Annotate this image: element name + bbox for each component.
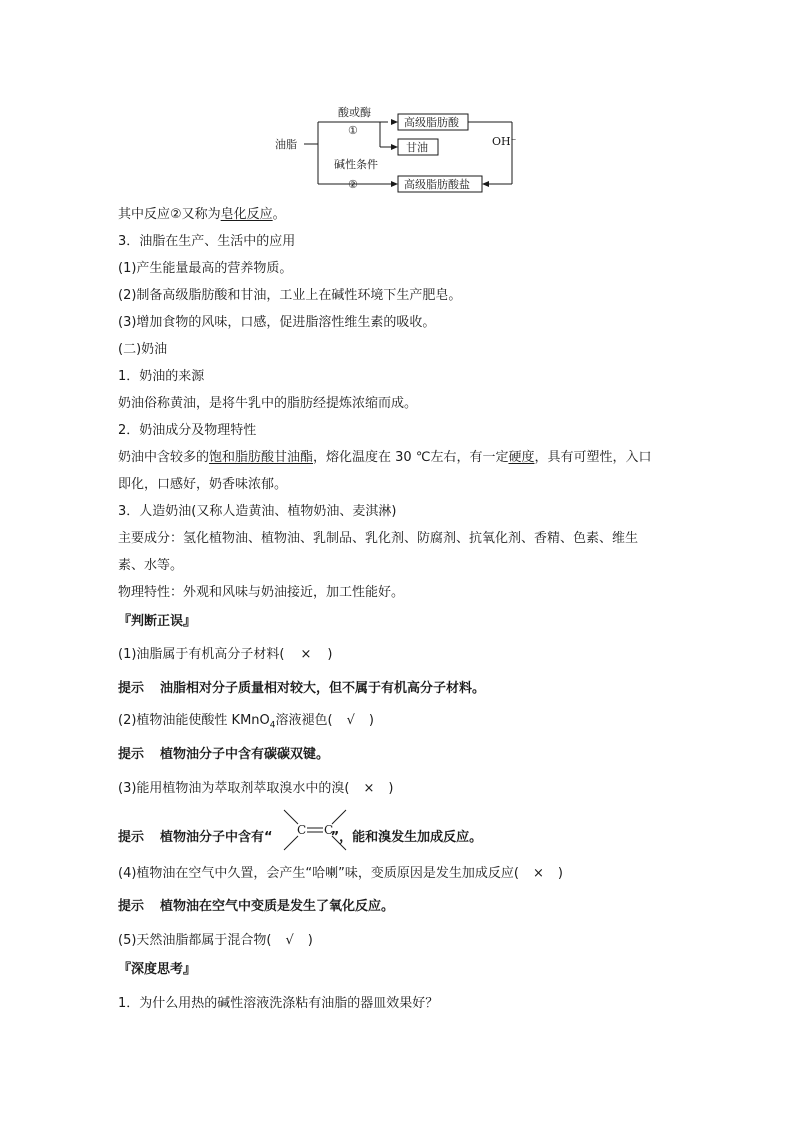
application-1: (1)产生能量最高的营养物质。 — [118, 261, 293, 276]
carbon-atom-right: C — [324, 823, 334, 837]
section-heading: 3．油脂在生产、生活中的应用 — [118, 234, 296, 249]
answer-mark: √ — [346, 713, 355, 728]
product-glycerol: 甘油 — [406, 141, 428, 154]
paragraph: 素、水等。 — [118, 558, 184, 573]
hint-4: 提示 植物油在空气中变质是发生了氧化反应。 — [118, 899, 395, 914]
application-3: (3)增加食物的风味，口感，促进脂溶性维生素的吸收。 — [118, 315, 436, 330]
deep-question-1: 1．为什么用热的碱性溶液洗涤粘有油脂的器皿效果好？ — [118, 996, 439, 1011]
reactant-label: 油脂 — [275, 138, 297, 151]
question-3: (3)能用植物油为萃取剂萃取溴水中的溴( × ) — [118, 779, 393, 799]
question-5: (5)天然油脂都属于混合物( √ ) — [118, 931, 313, 951]
question-2: (2)植物油能使酸性 KMnO$_4$溶液褪色( √ ) — [118, 713, 374, 731]
product-fatty-acid: 高级脂肪酸 — [404, 116, 459, 129]
subheading: 2．奶油成分及物理特性 — [118, 423, 257, 438]
corner-bracket-open-icon: 『 — [118, 614, 132, 629]
corner-bracket-open-icon: 『 — [118, 962, 132, 977]
subheading: 3．人造奶油(又称人造黄油、植物奶油、麦淇淋) — [118, 504, 397, 519]
paragraph: 主要成分：氢化植物油、植物油、乳制品、乳化剂、防腐剂、抗氧化剂、香精、色素、维生 — [118, 531, 639, 546]
hint-1: 提示 油脂相对分子质量相对较大，但不属于有机高分子材料。 — [118, 681, 486, 696]
section-heading: (二)奶油 — [118, 342, 168, 357]
subheading: 1．奶油的来源 — [118, 369, 205, 384]
hint-3: 提示 植物油分子中含有“ ”，能和溴发生加成反应。 — [118, 830, 483, 845]
product-fatty-acid-salt: 高级脂肪酸盐 — [404, 178, 470, 191]
answer-mark: × — [300, 647, 312, 662]
answer-mark: × — [532, 866, 544, 881]
question-4: (4)植物油在空气中久置，会产生“哈喇”味，变质原因是发生加成反应( × ) — [118, 864, 563, 884]
carbon-atom-left: C — [297, 823, 307, 837]
hint-2: 提示 植物油分子中含有碳碳双键。 — [118, 747, 330, 762]
paragraph: 物理特性：外观和风味与奶油接近，加工性能好。 — [118, 585, 405, 600]
hydrolysis-diagram — [260, 96, 530, 196]
condition-base-label: 碱性条件 — [334, 158, 378, 171]
reaction-2-label: ② — [348, 178, 358, 191]
reaction-1-label: ① — [348, 124, 358, 137]
deep-thinking-title: 『深度思考』 — [118, 962, 197, 977]
application-2: (2)制备高级脂肪酸和甘油，工业上在碱性环境下生产肥皂。 — [118, 288, 462, 303]
question-1: (1)油脂属于有机高分子材料( × ) — [118, 645, 332, 665]
corner-bracket-close-icon: 』 — [183, 614, 197, 629]
saponification-note: 其中反应②又称为皂化反应。 — [118, 207, 286, 222]
answer-mark: × — [363, 781, 375, 796]
paragraph: 奶油中含较多的饱和脂肪酸甘油酯，熔化温度在 30 ℃左右，有一定硬度，具有可塑性，入口 — [118, 450, 652, 465]
condition-acid-label: 酸或酶 — [338, 106, 371, 119]
paragraph: 即化，口感好，奶香味浓郁。 — [118, 477, 288, 492]
corner-bracket-close-icon: 』 — [183, 962, 197, 977]
hydroxide-label: OH⁻ — [492, 135, 517, 148]
paragraph: 奶油俗称黄油，是将牛乳中的脂肪经提炼浓缩而成。 — [118, 396, 418, 411]
judge-title: 『判断正误』 — [118, 614, 197, 629]
answer-mark: √ — [285, 933, 294, 948]
